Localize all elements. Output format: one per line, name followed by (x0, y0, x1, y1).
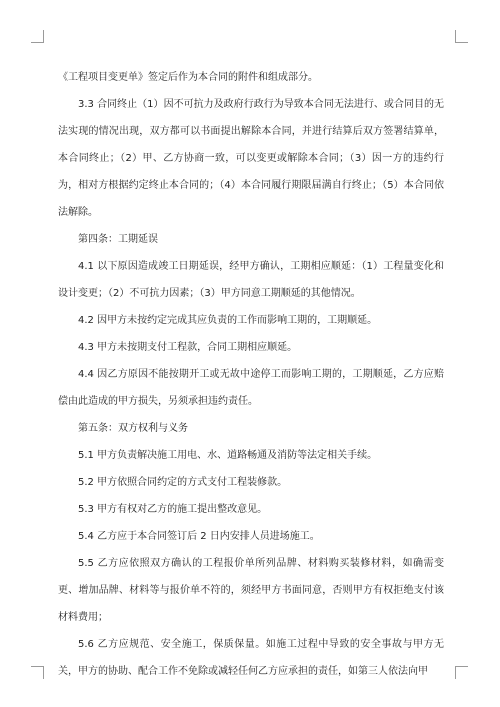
document-body (58, 64, 444, 685)
section-heading-article-4: 第四条：工期延误 (78, 234, 158, 245)
paragraph-5-6: 5.6 乙方应规范、安全施工，保质保量。如施工过程中导致的安全事故与甲方无关，甲方的协助、配合工作不免除或减轻任何乙方应承担的责任，如第三人依法向甲 (58, 639, 444, 677)
crop-mark-top-right (455, 30, 468, 43)
paragraph-4-4: 4.4 因乙方原因不能按期开工或无故中途停工而影响工期的，工期顺延，乙方应赔偿由此造成的甲方损失，另须承担违约责任。 (58, 369, 444, 407)
paragraph-5-3: 5.3 甲方有权对乙方的施工提出整改意见。 (78, 504, 268, 515)
paragraph-4-1: 4.1 以下原因造成竣工日期延误，经甲方确认，工期相应顺延：（1）工程量变化和设计变更；（2）不可抗力因素；（3）甲方同意工期顺延的其他情况。 (58, 261, 444, 299)
crop-mark-bottom-left (31, 666, 44, 679)
paragraph-5-2: 5.2 甲方依照合同约定的方式支付工程装修款。 (78, 477, 288, 488)
paragraph-attachment-note: 《工程项目变更单》签定后作为本合同的附件和组成部分。 (58, 72, 318, 83)
paragraph-3-3-termination: 3.3 合同终止（1）因不可抗力及政府行政行为导致本合同无法进行、或合同目的无法实现的情况出现，双方都可以书面提出解除本合同，并进行结算后双方签署结算单，本合同终止；（2）甲、乙方协商一致，可以变更或解除本合同；（3）因一方的违约行为，相对方根据约定终止本合同的；（4）本合同履行期限届满自行终止；（5）本合同依法解除。 (58, 99, 444, 218)
paragraph-5-1: 5.1 甲方负责解决施工用电、水、道路畅通及消防等法定相关手续。 (78, 450, 378, 461)
paragraph-4-3: 4.3 甲方未按期支付工程款，合同工期相应顺延。 (78, 342, 298, 353)
crop-mark-top-left (31, 30, 44, 43)
paragraph-5-5: 5.5 乙方应依照双方确认的工程报价单所列品牌、材料购买装修材料，如确需变更、增加品牌、材料等与报价单不符的，须经甲方书面同意，否则甲方有权拒绝支付该材料费用； (58, 558, 444, 623)
paragraph-5-4: 5.4 乙方应于本合同签订后 2 日内安排人员进场施工。 (78, 531, 320, 542)
section-heading-article-5: 第五条：双方权利与义务 (78, 423, 188, 434)
paragraph-4-2: 4.2 因甲方未按约定完成其应负责的工作而影响工期的，工期顺延。 (78, 315, 378, 326)
crop-mark-bottom-right (455, 666, 468, 679)
